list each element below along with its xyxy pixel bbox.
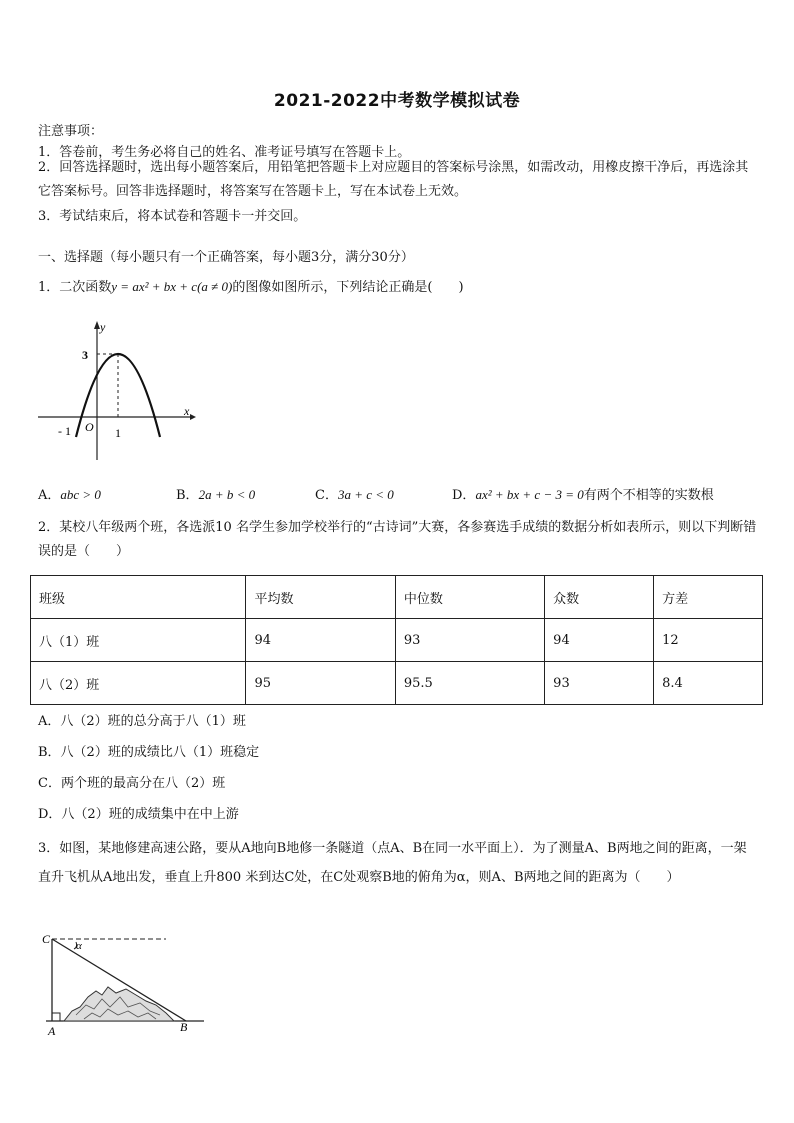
- table-cell: 94: [545, 619, 654, 662]
- point-c-label: C: [42, 932, 51, 946]
- q2-option-b: B．八（2）班的成绩比八（1）班稳定: [38, 745, 260, 760]
- table-header: 平均数: [246, 576, 395, 619]
- y-axis-label: y: [100, 320, 106, 334]
- table-cell: 93: [545, 662, 654, 705]
- vertex-y-label: 3: [82, 348, 88, 362]
- neg-one-label: - 1: [58, 424, 71, 438]
- point-a-label: A: [48, 1024, 56, 1038]
- table-header: 方差: [654, 576, 763, 619]
- table-cell: 12: [654, 619, 763, 662]
- table-cell: 8.4: [654, 662, 763, 705]
- alpha-label: α: [76, 940, 82, 952]
- table-header: 中位数: [395, 576, 544, 619]
- table-row: [31, 662, 763, 705]
- section-heading: 一、选择题（每小题只有一个正确答案，每小题3分，满分30分）: [38, 250, 414, 265]
- q1-prefix: 1．二次函数: [38, 280, 112, 295]
- table-cell: 八（2）班: [31, 662, 246, 705]
- q1-formula: y = ax² + bx + c(a ≠ 0): [111, 279, 233, 294]
- q1-option-c: C．3a + c < 0: [315, 487, 394, 503]
- parabola-graph: [30, 315, 200, 465]
- table-header: 众数: [545, 576, 654, 619]
- tunnel-figure: [36, 925, 211, 1040]
- question-2-stem: 2．某校八年级两个班，各选派10 名学生参加学校举行的“古诗词”大赛，各参赛选手成绩的数据分析如表所示，则以下判断错误的是（ ）: [38, 520, 757, 559]
- point-b-label: B: [180, 1020, 188, 1034]
- notice-item-2: 2．回答选择题时，选出每小题答案后，用铅笔把答题卡上对应题目的答案标号涂黑，如需改动，用橡皮擦干净后，再选涂其它答案标号。回答非选择题时，将答案写在答题卡上，写在本试卷上无效。: [38, 160, 749, 199]
- table-header-row: [31, 576, 763, 619]
- q1-option-b: B．2a + b < 0: [176, 487, 256, 503]
- table-header: 班级: [31, 576, 246, 619]
- x-axis-label: x: [184, 404, 190, 418]
- exam-title: 2021-2022中考数学模拟试卷: [273, 91, 521, 111]
- one-label: 1: [115, 426, 121, 440]
- table-cell: 93: [395, 619, 544, 662]
- q1-option-d: D．ax² + bx + c − 3 = 0有两个不相等的实数根: [452, 487, 714, 503]
- q1-suffix: 的图像如图所示，下列结论正确是( ): [232, 280, 464, 295]
- notice-heading: 注意事项：: [38, 124, 104, 139]
- q2-option-c: C．两个班的最高分在八（2）班: [38, 776, 226, 791]
- question-3-stem: 3．如图，某地修建高速公路，要从A地向B地修一条隧道（点A、B在同一水平面上）．为了测量A、B两地之间的距离，一架直升飞机从A地出发，垂直上升800 米到达C处，在C处观察B地的俯角为α，则A、B两地之间的距离为（ ）: [38, 841, 747, 885]
- table-cell: 95.5: [395, 662, 544, 705]
- q2-option-a: A．八（2）班的总分高于八（1）班: [38, 714, 246, 729]
- table-cell: 95: [246, 662, 395, 705]
- q2-option-d: D．八（2）班的成绩集中在中上游: [38, 807, 239, 822]
- question-1-stem: [38, 276, 464, 295]
- table-cell: 八（1）班: [31, 619, 246, 662]
- score-table: [30, 575, 763, 705]
- origin-label: O: [85, 420, 94, 434]
- table-row: [31, 619, 763, 662]
- q1-option-a: A．abc > 0: [38, 487, 101, 503]
- table-cell: 94: [246, 619, 395, 662]
- notice-item-1: 1．答卷前，考生务必将自己的姓名、准考证号填写在答题卡上。: [38, 145, 411, 160]
- notice-item-3: 3．考试结束后，将本试卷和答题卡一并交回。: [38, 209, 307, 224]
